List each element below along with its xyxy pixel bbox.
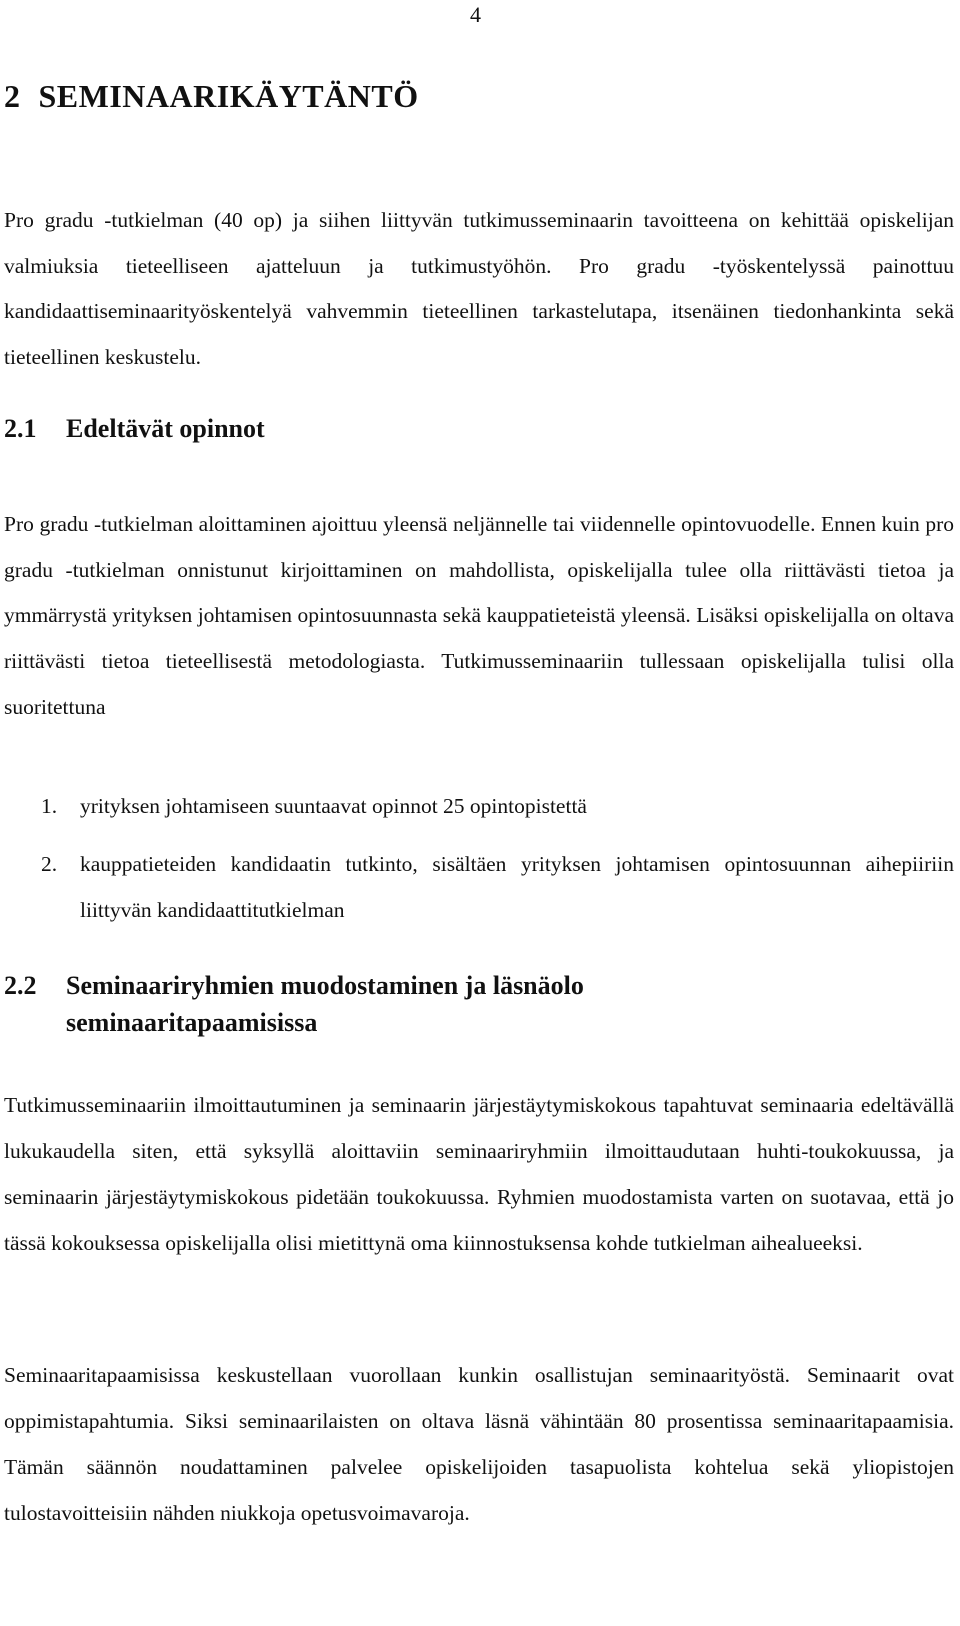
section-2-2-paragraph-2: Seminaaritapaamisissa keskustellaan vuorollaan kunkin osallistujan seminaarityöstä. Seminaarit ovat oppimistapahtumia. Siksi seminaarilaisten on oltava läsnä vähintään 80 prosentissa seminaaritapaamisia. Tämän säännön noudattaminen palvelee opiskelijoiden tasapuolista kohtelua sekä yliopistojen tulostavoitteisiin nähden niukkoja opetusvoimavaroja. xyxy=(4,1363,954,1525)
list-item-text: yrityksen johtamiseen suuntaavat opinnot 25 opintopistettä xyxy=(80,794,587,818)
list-item xyxy=(4,841,954,933)
list-marker: 2. xyxy=(41,852,58,876)
section-number: 2.1 xyxy=(4,414,37,443)
chapter-number: 2 xyxy=(4,78,21,114)
page-number: 4 xyxy=(470,2,481,27)
intro-paragraph: Pro gradu -tutkielman (40 op) ja siihen liittyvän tutkimusseminaarin tavoitteena on kehittää opiskelijan valmiuksia tieteelliseen ajatteluun ja tutkimustyöhön. Pro gradu -työskentelyssä painottuu kandidaattiseminaarityöskentelyä vahvemmin tieteellinen tarkastelutapa, itsenäinen tiedonhankinta sekä tieteellinen keskustelu. xyxy=(4,208,954,370)
list-item-text: kauppatieteiden kandidaatin tutkinto, sisältäen yrityksen johtamisen opintosuunnan aihepiiriin liittyvän kandidaattitutkielman xyxy=(80,852,954,922)
list-marker: 1. xyxy=(41,794,58,818)
section-number: 2.2 xyxy=(4,971,37,1000)
list-item xyxy=(4,783,954,829)
chapter-heading xyxy=(4,74,419,118)
section-2-1-paragraph: Pro gradu -tutkielman aloittaminen ajoittuu yleensä neljännelle tai viidennelle opintovuodelle. Ennen kuin pro gradu -tutkielman onnistunut kirjoittaminen on mahdollista, opiskelijalla tulee olla riittävästi tietoa ja ymmärrystä yrityksen johtamisen opintosuunnasta sekä kauppatieteistä yleensä. Lisäksi opiskelijalla on oltava riittävästi tietoa tieteellisestä metodologiasta. Tutkimusseminaariin tullessaan opiskelijalla tulisi olla suoritettuna xyxy=(4,512,954,719)
section-2-2-paragraph-1: Tutkimusseminaariin ilmoittautuminen ja seminaarin järjestäytymiskokous tapahtuvat seminaaria edeltävällä lukukaudella siten, että syksyllä aloittaviin seminaariryhmiin ilmoittaudutaan huhti-toukokuussa, ja seminaarin järjestäytymiskokous pidetään toukokuussa. Ryhmien muodostamista varten on suotavaa, että jo tässä kokouksessa opiskelijalla olisi mietittynä oma kiinnostuksensa kohde tutkielman aihealueeksi. xyxy=(4,1093,954,1255)
section-heading-2-2 xyxy=(4,967,584,1041)
section-title-line2: seminaaritapaamisissa xyxy=(66,1008,318,1037)
prerequisite-list xyxy=(4,783,954,933)
section-heading-2-1 xyxy=(4,410,265,447)
section-title: Edeltävät opinnot xyxy=(66,414,265,443)
section-title: Seminaariryhmien muodostaminen ja läsnäolo xyxy=(66,971,584,1000)
chapter-title: SEMINAARIKÄYTÄNTÖ xyxy=(38,78,419,114)
section-title-line1 xyxy=(4,967,584,1004)
